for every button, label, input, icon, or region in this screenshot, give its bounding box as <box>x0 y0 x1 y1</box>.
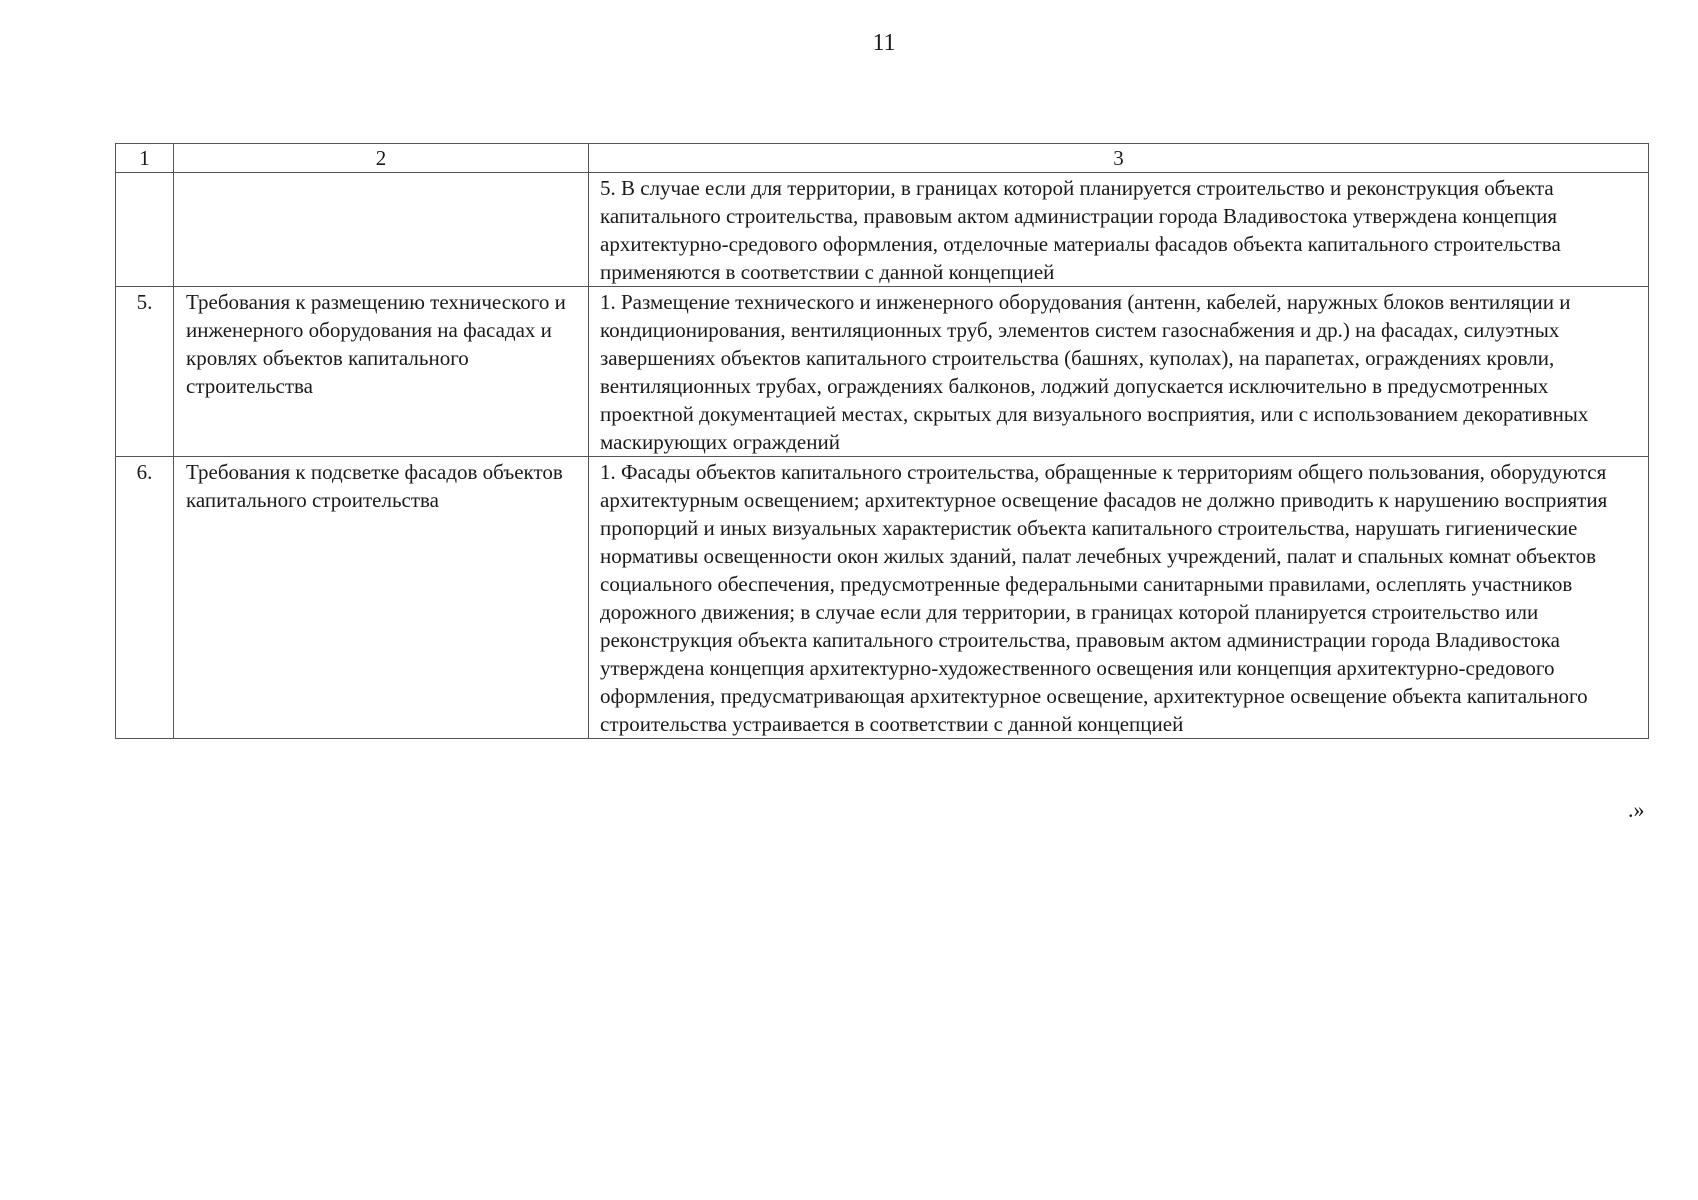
row-number-cell <box>116 173 174 287</box>
column-header-2: 2 <box>174 144 589 173</box>
table-row <box>116 457 1649 739</box>
page-number: 11 <box>872 30 896 56</box>
requirement-title-cell: Требования к подсветке фасадов объектов капитального строительства <box>174 457 589 739</box>
requirement-text-cell: 1. Фасады объектов капитального строительства, обращенные к территориям общего пользования, оборудуются архитектурным освещением; архитектурное освещение фасадов не должно приводить к нарушению восприятия пропорций и иных визуальных характеристик объекта капитального строительства, нарушать гигиенические нормативы освещенности окон жилых зданий, палат лечебных учреждений, палат и спальных комнат объектов социального обеспечения, предусмотренные федеральными санитарными правилами, ослеплять участников дорожного движения; в случае если для территории, в границах которой планируется строительство или реконструкция объекта капитального строительства, правовым актом администрации города Владивостока утверждена концепция архитектурно-художественного освещения или концепция архитектурно-средового оформления, предусматривающая архитектурное освещение, архитектурное освещение объекта капитального строительства устраивается в соответствии с данной концепцией <box>589 457 1649 739</box>
table-header-row <box>116 144 1649 173</box>
requirement-title-cell <box>174 173 589 287</box>
requirement-title-cell: Требования к размещению технического и инженерного оборудования на фасадах и кровлях объектов капитального строительства <box>174 287 589 457</box>
table-row <box>116 287 1649 457</box>
table-row <box>116 173 1649 287</box>
requirements-table <box>115 143 1649 739</box>
row-number-cell: 5. <box>116 287 174 457</box>
requirement-text-cell: 1. Размещение технического и инженерного оборудования (антенн, кабелей, наружных блоков вентиляции и кондиционирования, вентиляционных труб, элементов систем газоснабжения и др.) на фасадах, силуэтных завершениях объектов капитального строительства (башнях, куполах), на парапетах, ограждениях кровли, вентиляционных трубах, ограждениях балконов, лоджий допускается исключительно в предусмотренных проектной документацией местах, скрытых для визуального восприятия, или с использованием декоративных маскирующих ограждений <box>589 287 1649 457</box>
column-header-1: 1 <box>116 144 174 173</box>
closing-quote-mark: .» <box>1628 797 1645 822</box>
column-header-3: 3 <box>589 144 1649 173</box>
requirement-text-cell: 5. В случае если для территории, в границах которой планируется строительство и реконструкция объекта капитального строительства, правовым актом администрации города Владивостока утверждена концепция архитектурно-средового оформления, отделочные материалы фасадов объекта капитального строительства применяются в соответствии с данной концепцией <box>589 173 1649 287</box>
row-number-cell: 6. <box>116 457 174 739</box>
